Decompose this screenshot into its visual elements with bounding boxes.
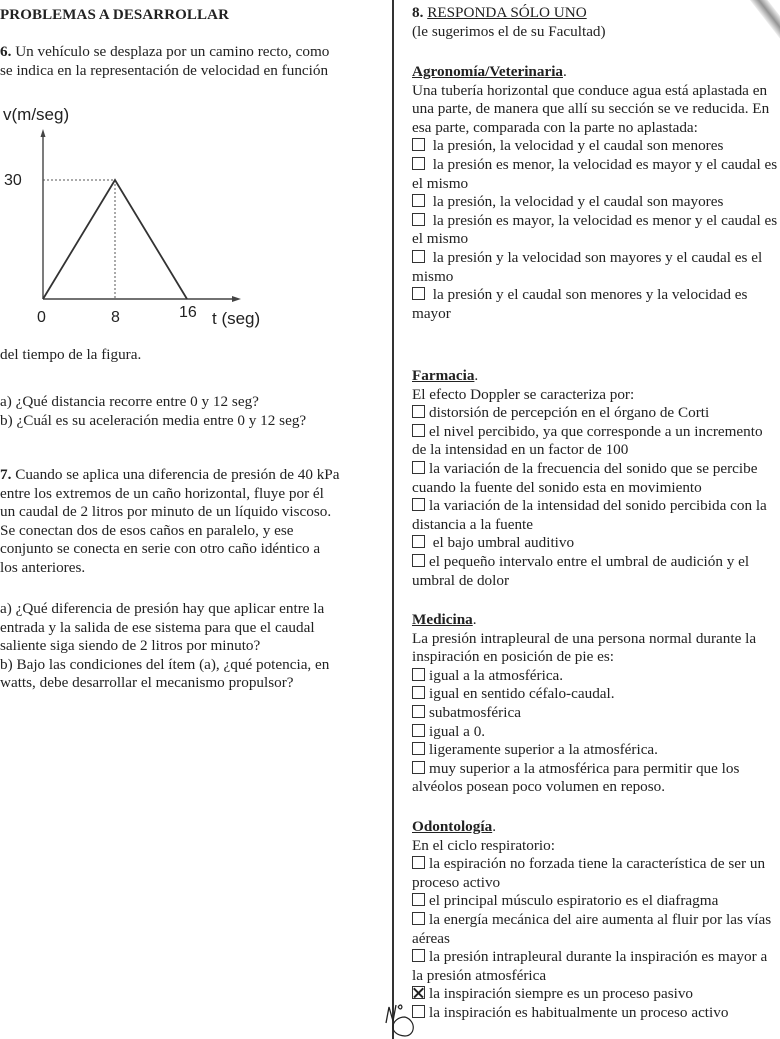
option[interactable] [412,911,780,948]
option[interactable] [412,460,780,497]
checkbox[interactable] [412,405,425,418]
option-label: igual en sentido céfalo-caudal. [429,685,615,703]
option[interactable] [412,137,780,156]
option-label: la presión, la velocidad y el caudal son mayores [432,193,724,211]
q7-line: Cuando se aplica una diferencia de presión de 40 kPa [15,466,340,483]
checkbox[interactable] [412,461,425,474]
option[interactable] [412,667,780,686]
y-tick-30: 30 [4,172,22,189]
question-number: 6. [0,43,12,60]
q7-item-a-line: saliente siga siendo de 2 litros por minuto? [0,637,261,655]
section-title: Medicina [412,611,473,628]
option-label: el pequeño intervalo entre el umbral de audición y el umbral de dolor [412,552,750,589]
option[interactable] [412,1004,780,1023]
velocity-time-graph [0,105,300,350]
section-agronomia: Agronomía/Veterinaria. Una tubería horizontal que conduce agua está aplastada en una parte, de manera que allí su sección se ve reducida. En esa parte, comparada con la parte no aplastada: la presión, la velocidad y el caudal son menores la presión es menor, la velocidad es mayor y el caudal es el mismo la presión, la velocidad y el caudal son mayores la presión es mayor, la velocidad es menor y el caudal es el mismo la presión y la velocidad son mayores y el caudal es el mismo la presión y el caudal son menores y la velocidad es mayor [412,63,780,323]
checkbox[interactable] [412,424,425,437]
option[interactable] [412,193,780,212]
question-7 [0,466,385,578]
q7-line: los anteriores. [0,558,86,576]
option-label: la inspiración es habitualmente un proceso activo [429,1003,729,1021]
option-label: el nivel percibido, ya que corresponde a un incremento de la intensidad en un factor de 100 [412,422,763,459]
checkbox[interactable] [412,287,425,300]
checkbox[interactable] [412,761,425,774]
option-label: la presión y la velocidad son mayores y el caudal es el mismo [412,248,763,285]
checkbox[interactable] [412,498,425,511]
option-label: igual a la atmosférica. [429,666,564,684]
option[interactable] [412,685,780,704]
option[interactable] [412,249,780,286]
x-tick-8: 8 [111,309,120,326]
checkbox[interactable] [412,705,425,718]
option-label: el bajo umbral auditivo [432,534,575,552]
option[interactable] [412,704,780,723]
q6-after-graph: del tiempo de la figura. [0,346,142,363]
checkbox[interactable] [412,686,425,699]
section-heading: PROBLEMAS A DESARROLLAR [0,7,230,23]
option[interactable] [412,286,780,323]
option-label: la espiración no forzada tiene la característica de ser un proceso activo [412,855,766,891]
option-label: muy superior a la atmosférica para permitir que los alvéolos posean poco volumen en reposo. [412,759,740,796]
option-label: la inspiración siempre es un proceso pasivo [429,985,694,1003]
section-farmacia: Farmacia. El efecto Doppler se caracteriza por: distorsión de percepción en el órgano de Corti el nivel percibido, ya que corresponde a un incremento de la intensidad en un factor de 100 la variación de la frecuencia del sonido que se percibe cuando la fuente del sonido esta en movimiento la variación de la intensidad del sonido percibida con la distancia a la fuente el bajo umbral auditivo el pequeño intervalo entre el umbral de audición y el umbral de dolor [412,367,780,590]
y-axis-label: v(m/seg) [3,105,70,124]
option-label: ligeramente superior a la atmosférica. [429,741,658,759]
option[interactable] [412,404,780,423]
question-number: 7. [0,466,12,483]
checkbox[interactable] [412,138,425,151]
option-label: la presión intrapleural durante la inspiración es mayor a la presión atmosférica [412,948,768,984]
question-6-items [0,393,380,430]
option-label: la presión es menor, la velocidad es mayor y el caudal es el mismo [412,155,778,192]
question-6-intro [0,43,380,80]
option[interactable] [412,892,780,911]
question-7-items [0,600,385,693]
question-stem: El efecto Doppler se caracteriza por: [412,385,635,403]
option[interactable] [412,855,780,892]
option-checked[interactable] [412,985,780,1004]
x-tick-16: 16 [179,304,197,321]
x-tick-0: 0 [37,309,46,326]
option[interactable] [412,948,780,985]
question-stem: La presión intrapleural de una persona normal durante la inspiración en posición de pie es: [412,629,757,666]
x-axis-label: t (seg) [212,309,261,328]
q7-line: conjunto se conecta en serie con otro caño idéntico a [0,540,321,558]
question-8-header [412,4,780,41]
option[interactable] [412,497,780,534]
option[interactable] [412,553,780,590]
option-label: la presión, la velocidad y el caudal son menores [432,137,724,155]
checkbox[interactable] [412,535,425,548]
option-label: la variación de la frecuencia del sonido que se percibe cuando la fuente del sonido esta en movimiento [412,459,758,496]
section-title: Odontología [412,818,493,835]
option[interactable] [412,156,780,193]
option[interactable] [412,723,780,742]
option-label: el principal músculo espiratorio es el diafragma [429,892,719,910]
q7-line: entre los extremos de un caño horizontal, fluye por él [0,484,324,502]
q8-subtitle: (le sugerimos el de su Facultad) [412,22,606,40]
option-label: subatmosférica [429,703,521,721]
q6-line-1: Un vehículo se desplaza por un camino recto, como [15,43,330,60]
checkbox-checked[interactable] [412,986,425,999]
question-stem: En el ciclo respiratorio: [412,836,555,854]
q8-title: RESPONDA SÓLO UNO [427,4,587,21]
q7-item-b-line: watts, debe desarrollar el mecanismo propulsor? [0,674,294,692]
option-label: la presión es mayor, la velocidad es menor y el caudal es el mismo [412,211,778,248]
checkbox[interactable] [412,157,425,170]
q6-item-b: b) ¿Cuál es su aceleración media entre 0 y 12 seg? [0,411,307,429]
q6-item-a: a) ¿Qué distancia recorre entre 0 y 12 seg? [0,393,259,410]
option-label: la energía mecánica del aire aumenta al fluir por las vías aéreas [412,910,772,947]
checkbox[interactable] [412,554,425,567]
option[interactable] [412,212,780,249]
q7-item-a-line: a) ¿Qué diferencia de presión hay que aplicar entre la [0,600,325,617]
option[interactable] [412,534,780,553]
option-label: distorsión de percepción en el órgano de Corti [429,404,710,422]
option-label: igual a 0. [429,722,486,740]
q6-line-2: se indica en la representación de velocidad en función [0,61,329,79]
q7-item-a-line: entrada y la salida de ese sistema para que el caudal [0,618,315,636]
option-label: la presión y el caudal son menores y la velocidad es mayor [412,286,748,322]
checkbox[interactable] [412,856,425,869]
question-stem: Una tubería horizontal que conduce agua está aplastada en una parte, de manera que allí su sección se ve reducida. En esa parte, comparada con la parte no aplastada: [412,81,770,136]
section-title: Agronomía/Veterinaria [412,63,564,80]
option-label: la variación de la intensidad del sonido percibida con la distancia a la fuente [412,497,767,533]
checkbox[interactable] [412,194,425,207]
question-number: 8. [412,4,424,21]
checkbox[interactable] [412,949,425,962]
checkbox[interactable] [412,724,425,737]
handwritten-circle-annotation [383,1001,433,1037]
column-divider [392,0,394,1039]
checkbox[interactable] [412,893,425,906]
option[interactable] [412,760,780,797]
option[interactable] [412,741,780,760]
checkbox[interactable] [412,912,425,925]
checkbox[interactable] [412,250,425,263]
option[interactable] [412,423,780,460]
section-title: Farmacia [412,367,475,384]
section-odontologia: Odontología. En el ciclo respiratorio: la espiración no forzada tiene la característica de ser un proceso activo el principal músculo espiratorio es el diafragma la energía mecánica del aire aumenta al fluir por las vías aéreas la presión intrapleural durante la inspiración es mayor a la presión atmosférica la inspiración siempre es un proceso pasivo la inspiración es habitualmente un proceso activo [412,818,780,1023]
q7-item-b-line: b) Bajo las condiciones del ítem (a), ¿qué potencia, en [0,655,330,673]
q7-line: un caudal de 2 litros por minuto de un líquido viscoso. [0,503,332,521]
checkbox[interactable] [412,213,425,226]
section-medicina: Medicina. La presión intrapleural de una persona normal durante la inspiración en posición de pie es: igual a la atmosférica. igual en sentido céfalo-caudal. subatmosférica igual a 0. ligeramente superior a la atmosférica. muy superior a la atmosférica para permitir que los alvéolos posean poco volumen en reposo. [412,611,780,797]
q7-line: Se conectan dos de esos caños en paralelo, y ese [0,521,294,539]
checkbox[interactable] [412,742,425,755]
checkbox[interactable] [412,668,425,681]
